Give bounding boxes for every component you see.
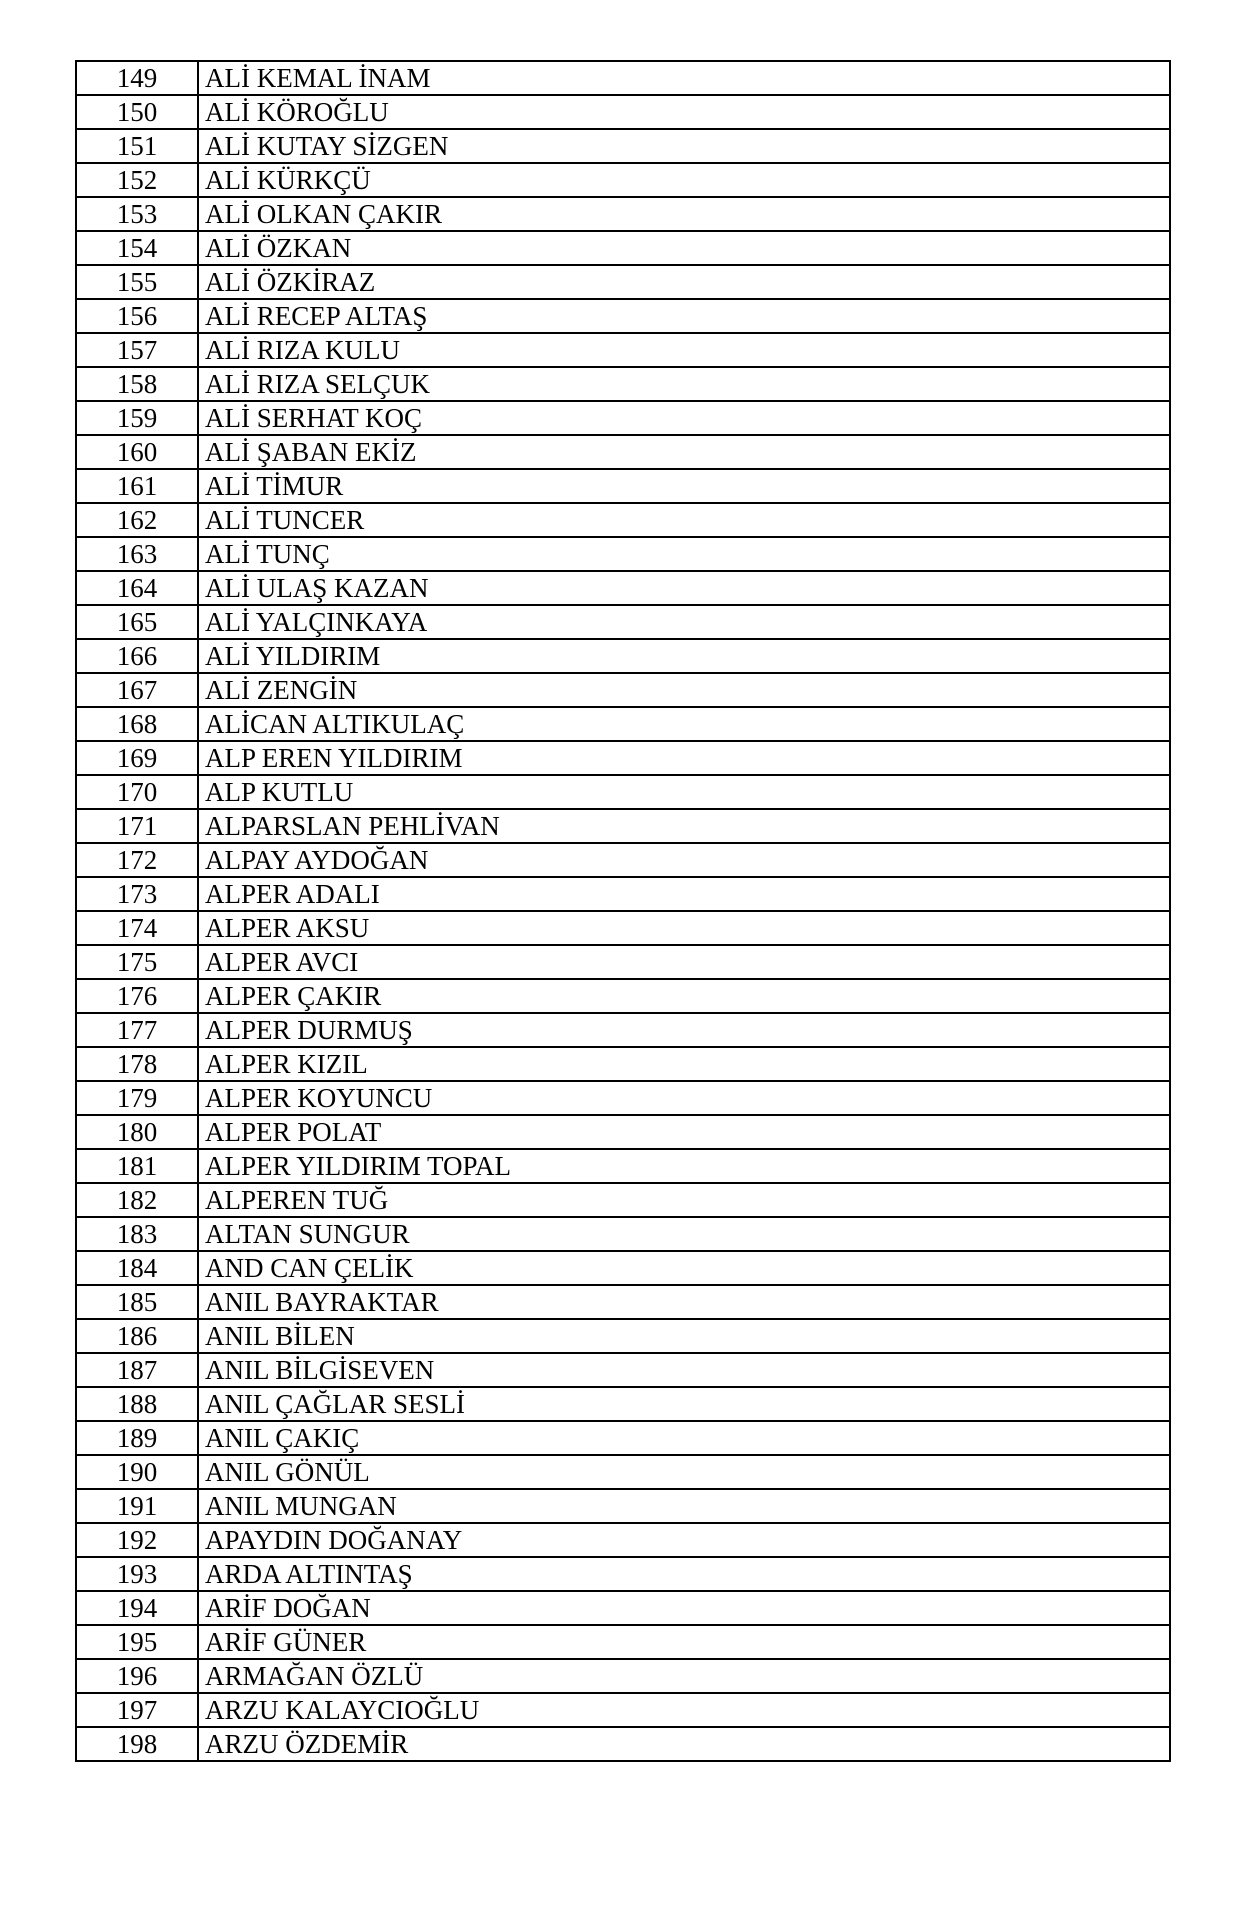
row-number: 155 [76,265,198,299]
table-row [76,129,1170,163]
row-number: 189 [76,1421,198,1455]
table-row [76,945,1170,979]
row-name: ALİ ŞABAN EKİZ [198,435,1170,469]
row-name: ALPER AKSU [198,911,1170,945]
row-name: ANIL GÖNÜL [198,1455,1170,1489]
table-row [76,1115,1170,1149]
row-number: 182 [76,1183,198,1217]
table-body [76,61,1170,1761]
row-number: 174 [76,911,198,945]
row-name: ALPER KOYUNCU [198,1081,1170,1115]
row-number: 149 [76,61,198,95]
table-row [76,639,1170,673]
row-name: ARZU KALAYCIOĞLU [198,1693,1170,1727]
row-name: ALİ ÖZKİRAZ [198,265,1170,299]
table-row [76,1251,1170,1285]
row-number: 168 [76,707,198,741]
table-row [76,1591,1170,1625]
row-number: 196 [76,1659,198,1693]
table-row [76,1557,1170,1591]
row-number: 171 [76,809,198,843]
table-row [76,1727,1170,1761]
table-row [76,163,1170,197]
row-number: 164 [76,571,198,605]
table-row [76,1013,1170,1047]
row-name: ALİ KÜRKÇÜ [198,163,1170,197]
row-number: 197 [76,1693,198,1727]
row-number: 191 [76,1489,198,1523]
table-row [76,843,1170,877]
row-number: 161 [76,469,198,503]
row-name: ALİ ZENGİN [198,673,1170,707]
table-row [76,571,1170,605]
row-name: ARDA ALTINTAŞ [198,1557,1170,1591]
row-name: ARİF DOĞAN [198,1591,1170,1625]
row-number: 177 [76,1013,198,1047]
table-row [76,1319,1170,1353]
table-row [76,95,1170,129]
row-number: 163 [76,537,198,571]
table-row [76,809,1170,843]
row-name: APAYDIN DOĞANAY [198,1523,1170,1557]
table-row [76,333,1170,367]
table-row [76,435,1170,469]
row-name: ALİ RIZA SELÇUK [198,367,1170,401]
table-row [76,197,1170,231]
row-number: 181 [76,1149,198,1183]
row-number: 157 [76,333,198,367]
row-name: ALİ TUNÇ [198,537,1170,571]
row-number: 184 [76,1251,198,1285]
row-number: 187 [76,1353,198,1387]
row-name: ANIL BİLGİSEVEN [198,1353,1170,1387]
row-name: ALİ KUTAY SİZGEN [198,129,1170,163]
table-row [76,605,1170,639]
row-name: ALİ RIZA KULU [198,333,1170,367]
table-row [76,1217,1170,1251]
name-list-table [75,60,1171,1762]
row-number: 156 [76,299,198,333]
row-number: 194 [76,1591,198,1625]
row-number: 167 [76,673,198,707]
table-row [76,673,1170,707]
table-row [76,469,1170,503]
table-row [76,1285,1170,1319]
row-name: ANIL BAYRAKTAR [198,1285,1170,1319]
row-name: ALİ YILDIRIM [198,639,1170,673]
table-row [76,299,1170,333]
row-number: 190 [76,1455,198,1489]
row-name: ALİ SERHAT KOÇ [198,401,1170,435]
row-number: 151 [76,129,198,163]
row-number: 175 [76,945,198,979]
row-number: 159 [76,401,198,435]
row-name: ALİ KEMAL İNAM [198,61,1170,95]
row-number: 160 [76,435,198,469]
row-name: ANIL BİLEN [198,1319,1170,1353]
row-number: 188 [76,1387,198,1421]
row-name: ARİF GÜNER [198,1625,1170,1659]
row-name: ALİ RECEP ALTAŞ [198,299,1170,333]
row-number: 193 [76,1557,198,1591]
row-number: 180 [76,1115,198,1149]
row-number: 186 [76,1319,198,1353]
row-name: ARZU ÖZDEMİR [198,1727,1170,1761]
table-row [76,367,1170,401]
row-number: 170 [76,775,198,809]
row-name: ALİ YALÇINKAYA [198,605,1170,639]
table-row [76,1387,1170,1421]
row-number: 169 [76,741,198,775]
table-row [76,1455,1170,1489]
table-row [76,707,1170,741]
table-row [76,61,1170,95]
row-number: 154 [76,231,198,265]
row-name: ALPER ADALI [198,877,1170,911]
row-name: ALPER DURMUŞ [198,1013,1170,1047]
table-row [76,265,1170,299]
row-name: ARMAĞAN ÖZLÜ [198,1659,1170,1693]
row-name: ALİ OLKAN ÇAKIR [198,197,1170,231]
row-name: ALPER YILDIRIM TOPAL [198,1149,1170,1183]
row-name: ANIL ÇAKIÇ [198,1421,1170,1455]
row-name: ALİ KÖROĞLU [198,95,1170,129]
row-number: 173 [76,877,198,911]
row-name: ALPAY AYDOĞAN [198,843,1170,877]
table-row [76,1625,1170,1659]
row-number: 179 [76,1081,198,1115]
row-name: ALİ TİMUR [198,469,1170,503]
row-number: 195 [76,1625,198,1659]
row-number: 176 [76,979,198,1013]
row-name: ALPER POLAT [198,1115,1170,1149]
row-number: 178 [76,1047,198,1081]
row-name: ALPEREN TUĞ [198,1183,1170,1217]
table-row [76,1047,1170,1081]
table-row [76,979,1170,1013]
row-number: 153 [76,197,198,231]
row-number: 162 [76,503,198,537]
row-name: ANIL ÇAĞLAR SESLİ [198,1387,1170,1421]
row-name: ALPER KIZIL [198,1047,1170,1081]
row-number: 152 [76,163,198,197]
row-name: AND CAN ÇELİK [198,1251,1170,1285]
table-row [76,877,1170,911]
row-name: ALPARSLAN PEHLİVAN [198,809,1170,843]
row-number: 183 [76,1217,198,1251]
row-number: 165 [76,605,198,639]
row-number: 185 [76,1285,198,1319]
table-row [76,1421,1170,1455]
row-number: 150 [76,95,198,129]
table-row [76,741,1170,775]
table-row [76,1489,1170,1523]
row-number: 192 [76,1523,198,1557]
table-row [76,1081,1170,1115]
row-name: ALİ ÖZKAN [198,231,1170,265]
table-row [76,1659,1170,1693]
table-row [76,775,1170,809]
row-name: ALP KUTLU [198,775,1170,809]
table-row [76,537,1170,571]
table-row [76,401,1170,435]
row-name: ALİ ULAŞ KAZAN [198,571,1170,605]
table-row [76,503,1170,537]
row-name: ALTAN SUNGUR [198,1217,1170,1251]
row-number: 158 [76,367,198,401]
row-number: 172 [76,843,198,877]
row-name: ANIL MUNGAN [198,1489,1170,1523]
row-name: ALPER AVCI [198,945,1170,979]
table-row [76,911,1170,945]
table-row [76,231,1170,265]
table-row [76,1183,1170,1217]
row-name: ALİ TUNCER [198,503,1170,537]
table-row [76,1149,1170,1183]
row-name: ALPER ÇAKIR [198,979,1170,1013]
row-number: 166 [76,639,198,673]
table-row [76,1523,1170,1557]
table-row [76,1693,1170,1727]
row-name: ALP EREN YILDIRIM [198,741,1170,775]
row-name: ALİCAN ALTIKULAÇ [198,707,1170,741]
table-row [76,1353,1170,1387]
row-number: 198 [76,1727,198,1761]
